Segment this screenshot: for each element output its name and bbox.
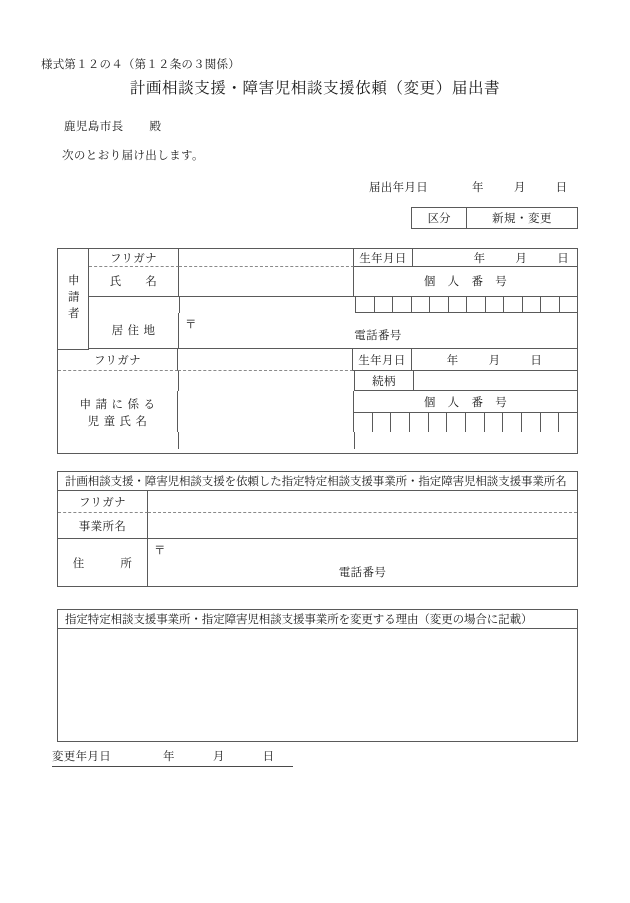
- mynumber-digit[interactable]: [523, 297, 542, 312]
- mynumber-digit[interactable]: [430, 297, 449, 312]
- addressee-line: [64, 118, 161, 134]
- mynumber-digit[interactable]: [410, 413, 429, 432]
- child-furigana-label: フリガナ: [58, 349, 178, 371]
- mynumber-digit[interactable]: [466, 413, 485, 432]
- mynumber-digit[interactable]: [560, 297, 578, 312]
- addressee-honorific: 殿: [149, 119, 162, 133]
- office-address-row: [58, 539, 577, 586]
- applicant-birth-input[interactable]: 年 月 日: [413, 249, 577, 267]
- mynumber-digit[interactable]: [486, 297, 505, 312]
- child-name-row: [58, 391, 577, 413]
- child-relation-label: 続柄: [355, 371, 414, 391]
- office-banner-row: [58, 472, 577, 491]
- child-relation-input[interactable]: [414, 371, 577, 391]
- page-title: 計画相談支援・障害児相談支援依頼（変更）届出書: [129, 79, 501, 97]
- kubun-label: 区分: [412, 208, 467, 228]
- mynumber-digit[interactable]: [375, 297, 394, 312]
- mynumber-digit[interactable]: [541, 297, 560, 312]
- applicant-furigana-label: フリガナ: [89, 249, 179, 267]
- applicant-telephone-label: 電話番号: [354, 328, 402, 342]
- mynumber-digit[interactable]: [354, 413, 373, 432]
- office-furigana-label: フリガナ: [58, 491, 148, 513]
- office-furigana-row: [58, 491, 577, 513]
- submission-date-label: 届出年月日: [369, 180, 428, 194]
- child-birth-label: 生年月日: [353, 349, 412, 371]
- child-name-label: 申 請 に 係 る: [58, 391, 178, 413]
- mynumber-digit[interactable]: [485, 413, 504, 432]
- mynumber-digit[interactable]: [503, 413, 522, 432]
- submission-month-label: 月: [513, 180, 526, 194]
- change-day-label: 日: [262, 749, 275, 763]
- child-name-label-line2: 児 童 氏 名: [58, 413, 178, 432]
- mynumber-digit[interactable]: [541, 413, 560, 432]
- mynumber-digit[interactable]: [393, 297, 412, 312]
- submission-year-label: 年: [472, 180, 484, 194]
- change-date-line: [52, 748, 293, 767]
- applicant-name-label: 氏 名: [89, 267, 179, 297]
- applicant-block: [58, 249, 577, 349]
- child-furigana-input[interactable]: [178, 349, 353, 371]
- office-name-row: [58, 513, 577, 539]
- mynumber-digit[interactable]: [522, 413, 541, 432]
- applicant-furigana-input[interactable]: [179, 249, 354, 267]
- applicant-name-input[interactable]: [179, 267, 354, 297]
- child-block: [58, 349, 577, 449]
- mynumber-digit[interactable]: [356, 297, 375, 312]
- mynumber-digit-group[interactable]: [354, 413, 577, 432]
- intro-text: 次のとおり届け出します。: [62, 148, 204, 162]
- change-month-label: 月: [212, 749, 225, 763]
- postal-mark-icon: 〒: [154, 543, 166, 557]
- applicant-mynumber-row: [89, 297, 577, 313]
- child-mynumber-cells[interactable]: [354, 413, 577, 432]
- mynumber-digit[interactable]: [412, 297, 431, 312]
- submission-day-label: 日: [555, 180, 568, 194]
- child-relation-row: [58, 371, 577, 391]
- mynumber-digit[interactable]: [391, 413, 410, 432]
- change-date-label: 変更年月日: [52, 749, 111, 763]
- mynumber-digit[interactable]: [429, 413, 448, 432]
- applicant-residence-label: 居 住 地: [89, 313, 179, 349]
- office-name-label: 事業所名: [58, 513, 148, 539]
- reason-banner-row: [58, 610, 577, 629]
- form-number: 様式第１２の４（第１２条の３関係）: [41, 57, 240, 71]
- child-birth-input[interactable]: 年 月 日: [412, 349, 577, 371]
- office-address-input[interactable]: [148, 539, 577, 586]
- mynumber-digit-group[interactable]: [356, 297, 577, 312]
- mynumber-digit[interactable]: [373, 413, 392, 432]
- office-address-label: 住 所: [58, 539, 148, 586]
- applicant-residence-row: [89, 313, 577, 349]
- child-mynumber-label: 個 人 番 号: [354, 391, 577, 413]
- applicant-section-label: 申請者: [58, 249, 89, 350]
- applicant-furigana-row: [89, 249, 577, 267]
- mynumber-digit[interactable]: [559, 413, 577, 432]
- office-name-input[interactable]: [148, 513, 577, 539]
- kubun-value[interactable]: 新規・変更: [492, 211, 552, 225]
- change-year-label: 年: [163, 749, 175, 763]
- applicant-mynumber-cells[interactable]: [356, 297, 577, 313]
- applicant-mynumber-label: 個 人 番 号: [354, 267, 577, 297]
- addressee-name: 鹿児島市長: [64, 119, 124, 133]
- submission-date-line: [369, 179, 567, 195]
- mynumber-digit[interactable]: [467, 297, 486, 312]
- reason-banner: 指定特定相談支援事業所・指定障害児相談支援事業所を変更する理由（変更の場合に記載）: [65, 612, 533, 626]
- child-furigana-row: [58, 349, 577, 371]
- reason-table: [57, 609, 578, 742]
- child-name-row2: [58, 413, 577, 432]
- office-telephone-label: 電話番号: [338, 565, 387, 579]
- applicant-birth-label: 生年月日: [354, 249, 413, 267]
- office-table: [57, 471, 578, 587]
- mynumber-digit[interactable]: [504, 297, 523, 312]
- reason-textarea[interactable]: [58, 629, 577, 741]
- applicant-name-row: [89, 267, 577, 297]
- office-furigana-input[interactable]: [148, 491, 577, 513]
- mynumber-digit[interactable]: [449, 297, 468, 312]
- applicant-residence-input[interactable]: [179, 313, 577, 349]
- applicant-child-table: [57, 248, 578, 454]
- mynumber-digit[interactable]: [447, 413, 466, 432]
- office-banner: 計画相談支援・障害児相談支援を依頼した指定特定相談支援事業所・指定障害児相談支援事業所名: [65, 474, 567, 488]
- postal-mark-icon: 〒: [185, 316, 197, 331]
- kubun-box: [411, 207, 578, 229]
- child-name-filler: [58, 432, 577, 449]
